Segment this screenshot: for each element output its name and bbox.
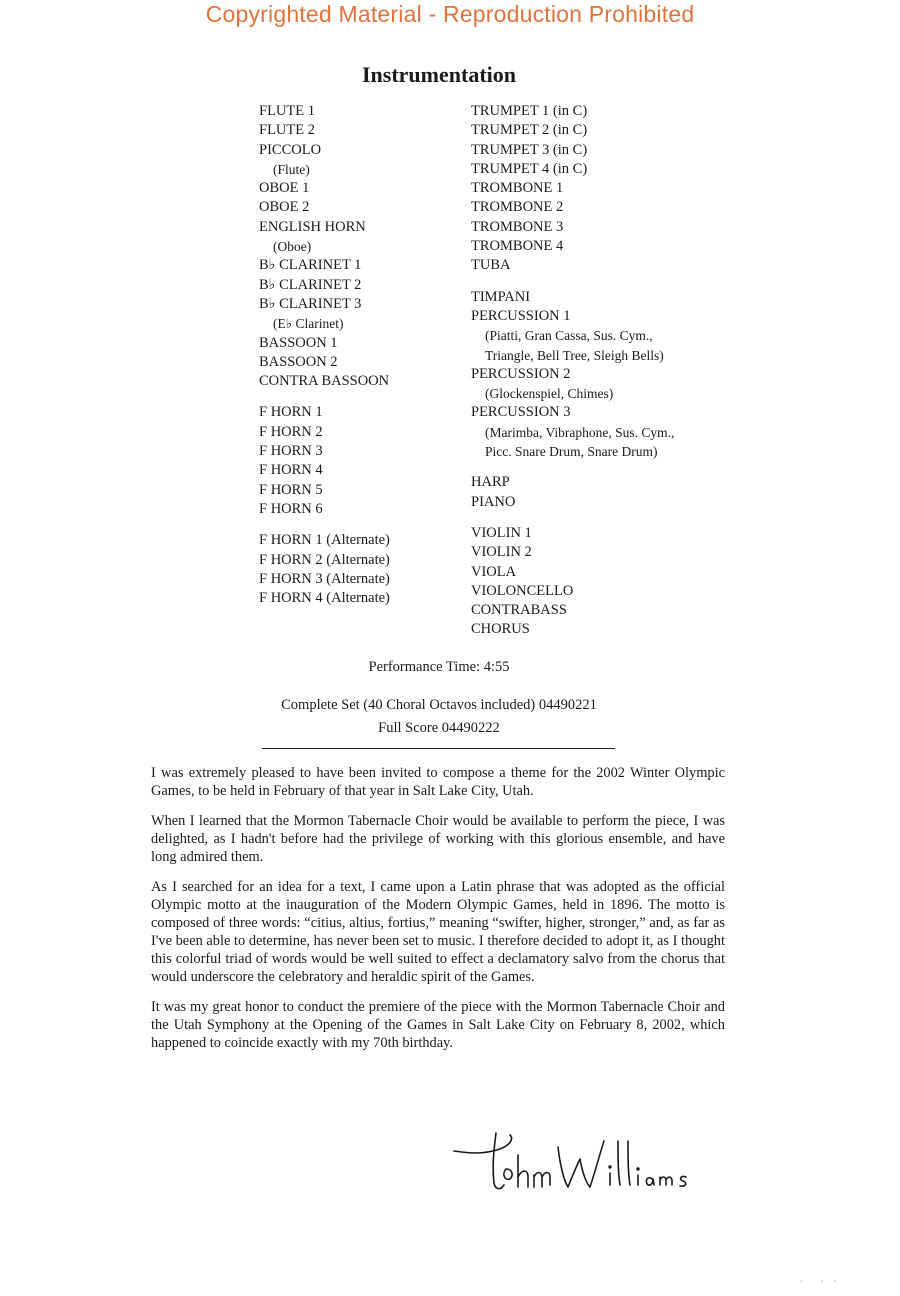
instrument-item: F HORN 3 (Alternate) [259, 570, 390, 587]
notes-paragraph: When I learned that the Mormon Tabernacle Choir would be available to perform the piece, I was delighted, as I hadn't before had the privilege of working with this glorious ensemble, and have long admired them. [151, 813, 725, 865]
instrument-item: TUBA [471, 257, 511, 274]
instrument-item: BASSOON 2 [259, 353, 338, 370]
section-gap [259, 391, 464, 403]
instrument-item: PICCOLO [259, 141, 322, 158]
notes-paragraph: As I searched for an idea for a text, I came upon a Latin phrase that was adopted as the official Olympic motto at the inauguration of the Modern Olympic Games, held in 1896. The motto is composed of three words: “citius, altius, fortius,” meaning “swifter, higher, stronger,” and, as far as I've been able to determine, has never been set to music. I therefore decided to adopt it, as I thought this colorful triad of words would be well suited to effect a declamatory salvo from the chorus that would underscore the celebratory and heraldic spirit of the Games. [151, 879, 725, 985]
instrument-item: VIOLIN 2 [471, 544, 532, 561]
instrument-note: (Flute) [273, 161, 310, 177]
instrument-note: (Oboe) [273, 239, 312, 255]
instrument-note: Picc. Snare Drum, Snare Drum) [485, 444, 658, 460]
instrument-item: HARP [471, 474, 510, 491]
instrument-item: VIOLONCELLO [471, 582, 574, 599]
instrument-item: CHORUS [471, 621, 530, 638]
instrument-item: F HORN 4 (Alternate) [259, 590, 390, 607]
instrument-note: (Piatti, Gran Cassa, Sus. Cym., [485, 328, 653, 344]
instrument-item: F HORN 3 [259, 443, 323, 460]
instrument-item: F HORN 1 (Alternate) [259, 532, 390, 549]
instrument-item: TRUMPET 3 (in C) [471, 141, 588, 158]
divider-rule [262, 748, 615, 749]
instrument-item: F HORN 6 [259, 500, 323, 517]
instrument-item: OBOE 2 [259, 199, 310, 216]
instrument-item: CONTRABASS [471, 602, 567, 619]
instrument-note: (E♭ Clarinet) [273, 316, 344, 332]
instrument-item: TROMBONE 3 [471, 218, 564, 235]
instrument-item: F HORN 4 [259, 462, 323, 479]
instrument-item: TRUMPET 1 (in C) [471, 103, 588, 119]
instrument-item: B♭ CLARINET 3 [259, 295, 362, 312]
notes-paragraph: I was extremely pleased to have been invited to compose a theme for the 2002 Winter Olympic Games, to be held in February of that year in Salt Lake City, Utah. [151, 765, 725, 799]
composer-signature [448, 1125, 698, 1205]
section-gap [471, 276, 761, 288]
copyright-watermark: Copyrighted Material - Reproduction Prohibited [205, 1, 695, 27]
instrument-item: F HORN 2 [259, 423, 323, 440]
instrument-item: ENGLISH HORN [259, 218, 366, 235]
instrument-item: FLUTE 1 [259, 103, 315, 119]
instrument-item: VIOLA [471, 563, 517, 580]
instrument-item: TRUMPET 2 (in C) [471, 122, 588, 139]
instrument-item: VIOLIN 1 [471, 524, 532, 541]
notes-paragraph: It was my great honor to conduct the premiere of the piece with the Mormon Tabernacle Choir and the Utah Symphony at the Opening of the Games in Salt Lake City on February 8, 2002, which happened to coincide exactly with my 70th birthday. [151, 999, 725, 1051]
instrument-item: TROMBONE 2 [471, 199, 564, 216]
composer-notes [151, 764, 725, 1064]
instrument-item: OBOE 1 [259, 180, 310, 197]
instrument-item: B♭ CLARINET 1 [259, 257, 362, 274]
instrument-item: TIMPANI [471, 288, 531, 305]
complete-set-info: Complete Set (40 Choral Octavos included) 04490221 [281, 697, 597, 713]
signature-image [448, 1125, 698, 1205]
instrument-item: PERCUSSION 3 [471, 404, 571, 421]
instrument-item: F HORN 5 [259, 481, 323, 498]
instrument-list-right [471, 102, 761, 640]
instrument-item: BASSOON 1 [259, 334, 338, 351]
instrument-item: F HORN 1 [259, 404, 323, 421]
instrument-item: TROMBONE 1 [471, 180, 564, 197]
corner-marks [798, 1278, 838, 1284]
instrument-item: PERCUSSION 2 [471, 365, 571, 382]
instrument-item: B♭ CLARINET 2 [259, 276, 362, 293]
section-gap [471, 512, 761, 524]
instrument-note: (Glockenspiel, Chimes) [485, 386, 614, 402]
instrument-item: PERCUSSION 1 [471, 307, 571, 324]
full-score-info: Full Score 04490222 [378, 720, 500, 736]
instrument-item: TROMBONE 4 [471, 238, 564, 255]
instrument-item: FLUTE 2 [259, 122, 315, 139]
instrument-note: Triangle, Bell Tree, Sleigh Bells) [485, 347, 664, 363]
section-gap [259, 519, 464, 531]
instrument-item: PIANO [471, 493, 516, 510]
instrument-item: CONTRA BASSOON [259, 373, 390, 390]
instrument-item: TRUMPET 4 (in C) [471, 160, 588, 177]
instrument-item: F HORN 2 (Alternate) [259, 551, 390, 568]
instrument-list-left [259, 102, 464, 608]
instrument-note: (Marimba, Vibraphone, Sus. Cym., [485, 424, 675, 440]
page-title: Instrumentation [361, 62, 516, 87]
section-gap [471, 461, 761, 473]
performance-time: Performance Time: 4:55 [368, 659, 510, 675]
